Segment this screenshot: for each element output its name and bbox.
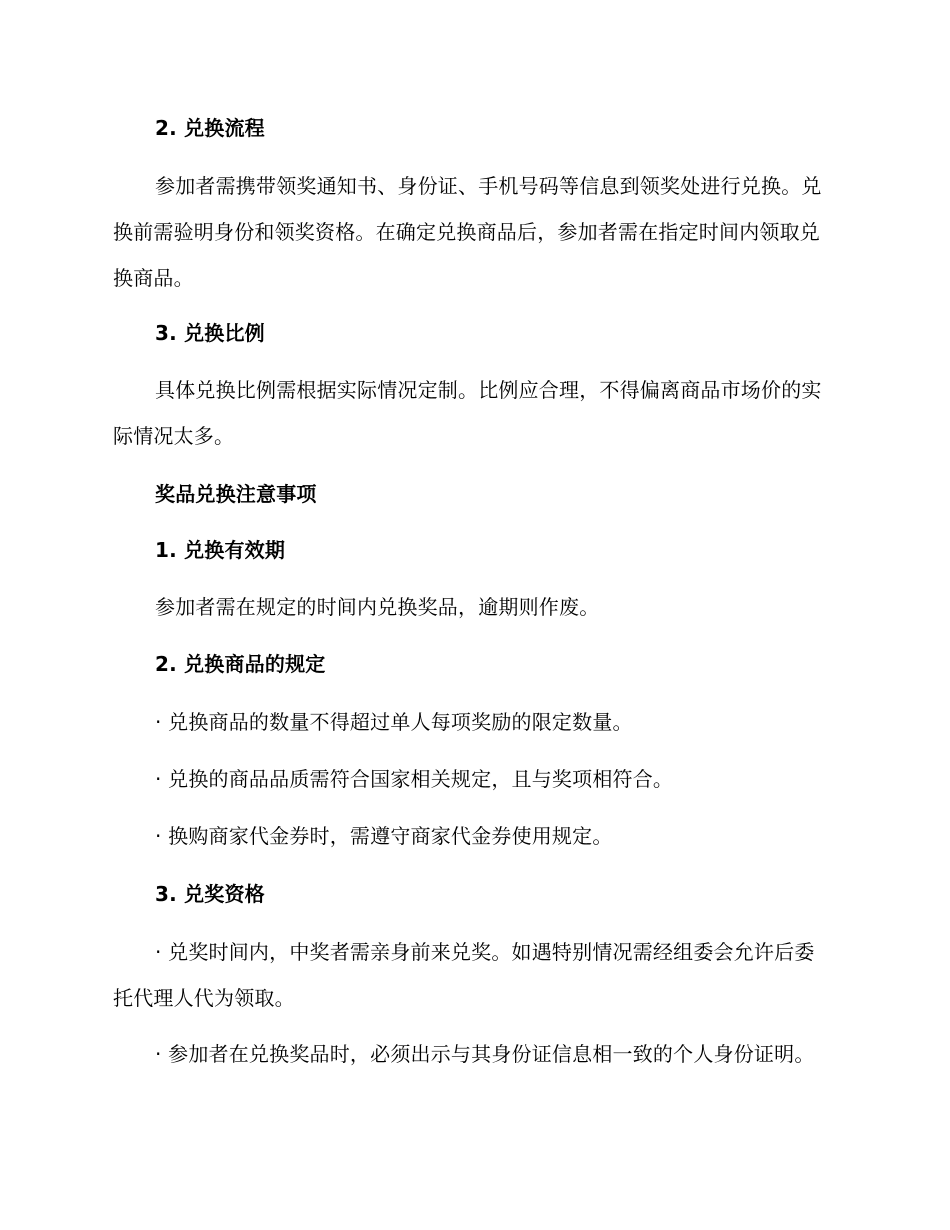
heading-exchange-ratio [113, 310, 833, 356]
paragraph-validity [113, 584, 833, 630]
heading-text: 2. 兑换流程 [155, 116, 265, 140]
paragraph-text: 具体兑换比例需根据实际情况定制。比例应合理，不得偏离商品市场价的实际情况太多。 [113, 378, 822, 448]
heading-eligibility [113, 871, 833, 917]
paragraph-text: 参加者需携带领奖通知书、身份证、手机号码等信息到领奖处进行兑换。兑换前需验明身份和领奖资格。在确定兑换商品后，参加者需在指定时间内领取兑换商品。 [113, 174, 822, 290]
heading-text: 1. 兑换有效期 [155, 538, 286, 562]
bullet-text: · 兑奖时间内，中奖者需亲身前来兑奖。如遇特别情况需经组委会允许后委托代理人代为领取。 [113, 940, 815, 1010]
bullet-voucher-rules [113, 813, 833, 859]
bullet-text: · 兑换的商品品质需符合国家相关规定，且与奖项相符合。 [155, 767, 674, 791]
heading-validity [113, 527, 833, 573]
bullet-goods-quality [113, 756, 833, 802]
heading-text: 2. 兑换商品的规定 [155, 652, 326, 676]
heading-text: 3. 兑奖资格 [155, 882, 265, 906]
paragraph-exchange-process [113, 163, 833, 301]
heading-exchange-process [113, 105, 833, 151]
heading-goods-rules [113, 641, 833, 687]
paragraph-exchange-ratio [113, 367, 833, 459]
bullet-in-person [113, 929, 833, 1021]
bullet-text: · 换购商家代金券时，需遵守商家代金券使用规定。 [155, 824, 613, 848]
bullet-goods-quantity [113, 699, 833, 745]
heading-text: 3. 兑换比例 [155, 321, 265, 345]
heading-notes [113, 471, 833, 517]
bullet-text: · 参加者在兑换奖品时，必须出示与其身份证信息相一致的个人身份证明。 [155, 1042, 815, 1066]
heading-text: 奖品兑换注意事项 [155, 482, 317, 506]
bullet-id-proof [113, 1031, 833, 1077]
paragraph-text: 参加者需在规定的时间内兑换奖品，逾期则作废。 [155, 595, 600, 619]
bullet-text: · 兑换商品的数量不得超过单人每项奖励的限定数量。 [155, 710, 633, 734]
